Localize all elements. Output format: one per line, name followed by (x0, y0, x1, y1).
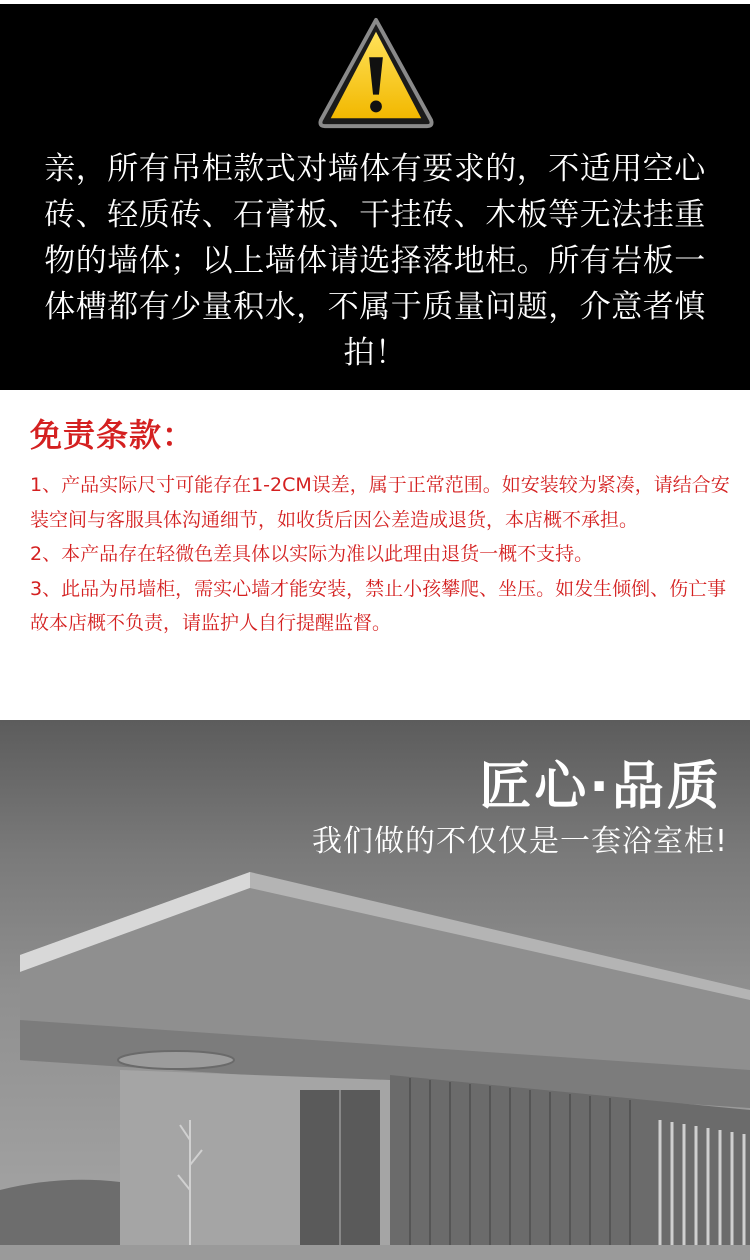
disclaimer-item-3: 3、此品为吊墙柜，需实心墙才能安装，禁止小孩攀爬、坐压。如发生倾倒、伤亡事故本店概不负责，请监护人自行提醒监督。 (30, 577, 727, 634)
warning-text: 亲，所有吊柜款式对墙体有要求的，不适用空心砖、轻质砖、石膏板、干挂砖、木板等无法挂重物的墙体；以上墙体请选择落地柜。所有岩板一体槽都有少量积水，不属于质量问题，介意者慎拍！ (44, 151, 706, 371)
hero-banner (0, 720, 750, 1260)
disclaimer-title: 免责条款： (30, 416, 196, 454)
disclaimer-item-2: 2、本产品存在轻微色差具体以实际为准以此理由退货一概不支持。 (30, 543, 594, 565)
hero-subtitle: 我们做的不仅仅是一套浴室柜! (311, 824, 728, 859)
disclaimer-section (0, 390, 750, 720)
disclaimer-list (30, 468, 730, 641)
warning-banner (0, 4, 750, 390)
hero-title: 匠心·品质 (479, 757, 722, 817)
disclaimer-item-1: 1、产品实际尺寸可能存在1-2CM误差，属于正常范围。如安装较为紧凑，请结合安装空间与客服具体沟通细节，如收货后因公差造成退货，本店概不承担。 (30, 474, 730, 531)
warning-icon (317, 14, 435, 132)
